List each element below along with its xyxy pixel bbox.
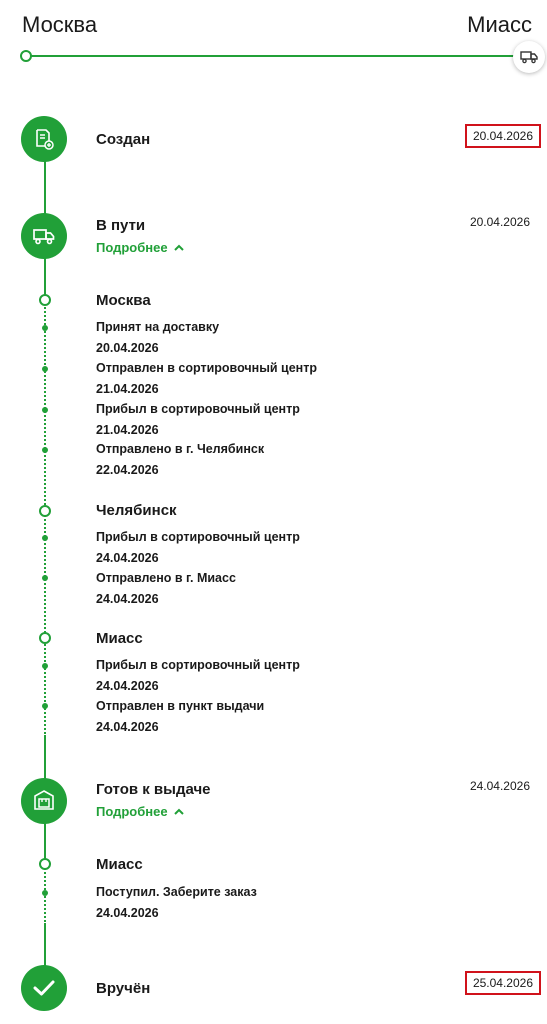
route-destination-city: Миасс xyxy=(467,12,532,37)
city-label-miass: Миасс xyxy=(96,630,143,647)
timeline-track-dotted xyxy=(44,300,46,512)
city-label-moscow: Москва xyxy=(96,292,151,309)
event-status: Принят на доставку xyxy=(96,320,220,334)
box-icon xyxy=(32,789,56,813)
event-dot xyxy=(42,575,48,581)
event-dot xyxy=(42,447,48,453)
document-plus-icon xyxy=(32,127,56,151)
event-dot xyxy=(42,366,48,372)
stage-in-transit-badge xyxy=(21,213,67,259)
event-dot xyxy=(42,663,48,669)
stage-ready-date: 24.04.2026 xyxy=(469,779,530,793)
route-origin-city: Москва xyxy=(22,12,98,37)
event-status: Отправлен в сортировочный центр xyxy=(96,361,317,375)
event-status: Поступил. Заберите заказ xyxy=(96,885,257,899)
stage-ready-title: Готов к выдаче xyxy=(96,781,211,798)
event-status: Прибыл в сортировочный центр xyxy=(96,530,300,544)
event-dot xyxy=(42,703,48,709)
in-transit-details-toggle[interactable] xyxy=(96,240,184,255)
event-status: Прибыл в сортировочный центр xyxy=(96,658,300,672)
stage-delivered-date: 25.04.2026 xyxy=(465,971,541,995)
event-date: 22.04.2026 xyxy=(96,463,159,477)
event-date: 20.04.2026 xyxy=(96,341,159,355)
event-dot xyxy=(42,890,48,896)
event-dot xyxy=(42,325,48,331)
stage-delivered-title: Вручён xyxy=(96,980,151,997)
event-date: 24.04.2026 xyxy=(96,906,159,920)
chevron-up-icon xyxy=(174,808,184,815)
stage-in-transit-title: В пути xyxy=(96,217,146,234)
stage-delivered-badge xyxy=(21,965,67,1011)
event-date: 24.04.2026 xyxy=(96,592,159,606)
stage-created-title: Создан xyxy=(96,131,151,148)
event-status: Отправлено в г. Миасс xyxy=(96,571,236,585)
details-toggle-label: Подробнее xyxy=(96,240,168,255)
ready-details-toggle[interactable] xyxy=(96,804,184,819)
event-status: Отправлено в г. Челябинск xyxy=(96,442,265,456)
chevron-up-icon xyxy=(174,244,184,251)
event-dot xyxy=(42,407,48,413)
stage-in-transit-date: 20.04.2026 xyxy=(469,215,530,229)
stage-created-badge xyxy=(21,116,67,162)
event-dot xyxy=(42,535,48,541)
event-status: Отправлен в пункт выдачи xyxy=(96,699,265,713)
event-date: 24.04.2026 xyxy=(96,679,159,693)
stage-created-date: 20.04.2026 xyxy=(465,124,541,148)
timeline-track-dotted xyxy=(44,637,46,737)
event-date: 21.04.2026 xyxy=(96,382,159,396)
city-label-chelyabinsk: Челябинск xyxy=(96,502,177,519)
event-date: 24.04.2026 xyxy=(96,551,159,565)
details-toggle-label: Подробнее xyxy=(96,804,168,819)
truck-icon xyxy=(32,227,56,245)
event-date: 24.04.2026 xyxy=(96,720,159,734)
stage-ready-badge xyxy=(21,778,67,824)
city-node xyxy=(39,632,51,644)
city-node xyxy=(39,858,51,870)
event-status: Прибыл в сортировочный центр xyxy=(96,402,300,416)
city-node xyxy=(39,505,51,517)
checkmark-icon xyxy=(33,979,55,997)
city-label-miass: Миасс xyxy=(96,856,143,873)
event-date: 21.04.2026 xyxy=(96,423,159,437)
city-node xyxy=(39,294,51,306)
